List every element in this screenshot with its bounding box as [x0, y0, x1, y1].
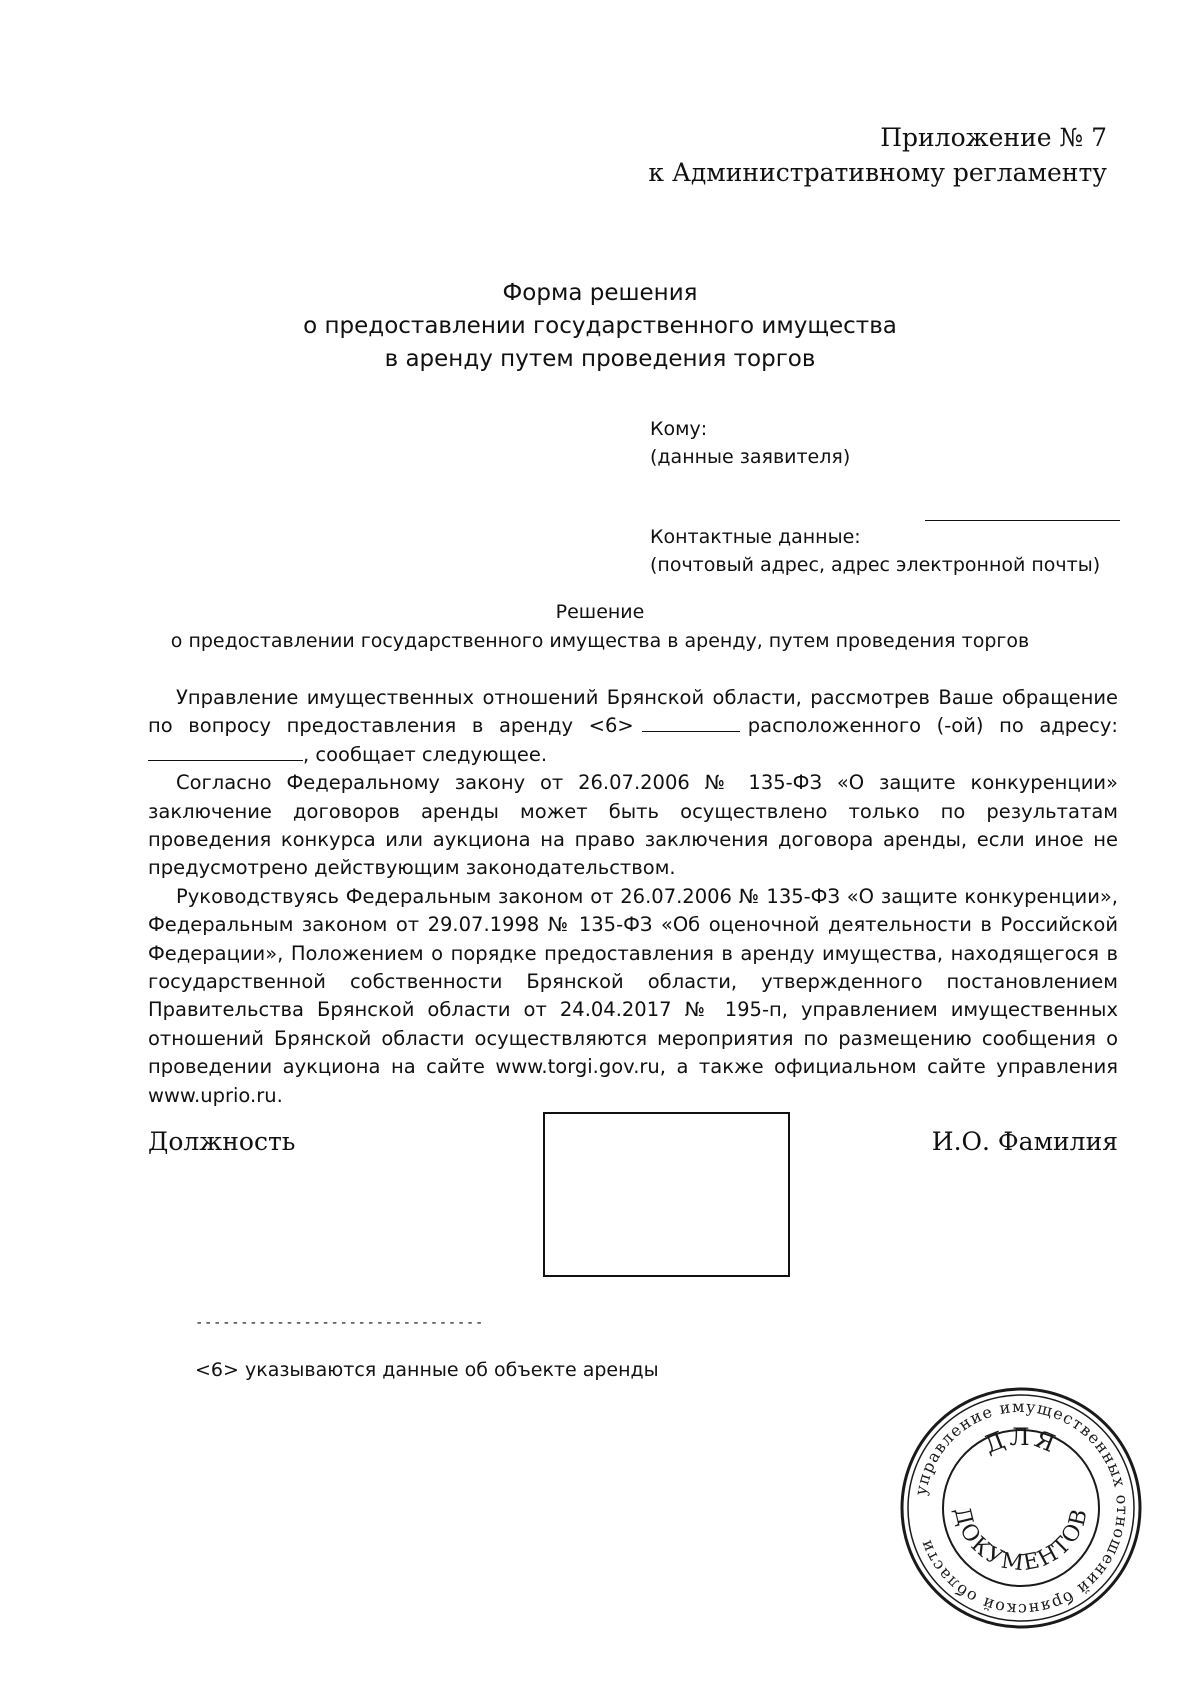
footnote-separator: -------------------------------- [195, 1315, 484, 1331]
appendix-header [648, 120, 1107, 190]
body-paragraph-1-middle: расположенного (-ой) по адресу: [747, 714, 1118, 738]
addressee-label: Кому: [650, 418, 708, 440]
signature-box [543, 1112, 790, 1277]
contacts-block [650, 523, 1100, 579]
form-title-line-2: о предоставлении государственного имущества [303, 313, 897, 339]
appendix-number: Приложение № 7 [880, 123, 1107, 152]
stamp-outer-text: управление имущественных отношений брянской области [910, 1396, 1133, 1620]
addressee-hint: (данные заявителя) [650, 446, 851, 468]
body-paragraph-1-end: , сообщает следующее. [303, 742, 548, 766]
form-title-line-3: в аренду путем проведения торгов [384, 346, 816, 372]
body-paragraph-3: Руководствуясь Федеральным законом от 26.07.2006 № 135-ФЗ «О защите конкуренции», Федеральным законом от 29.07.1998 № 135-ФЗ «Об оценочной деятельности в Российской Федерации», Положением о порядке предоставления в аренду имущества, находящегося в государственной собственности Брянской области, утвержденного постановлением Правительства Брянской области от 24.04.2017 № 195-п, управлением имущественных отношений Брянской области осуществляются мероприятия по размещению сообщения о проведении аукциона на сайте www.torgi.gov.ru, а также официальном сайте управления www.uprio.ru. [148, 884, 1118, 1107]
address-blank-line [148, 742, 303, 761]
body-paragraph-1-start: Управление имущественных отношений Брянской области, рассмотрев Ваше обращение по вопросу предоставления в аренду <6> [148, 686, 1118, 738]
contacts-hint: (почтовый адрес, адрес электронной почты) [650, 554, 1101, 576]
stamp-center-bottom: ДОКУМЕНТОВ [948, 1504, 1094, 1577]
body-paragraph-2: Согласно Федеральному закону от 26.07.2006 № 135-ФЗ «О защите конкуренции» заключение договоров аренды может быть осуществлено только по результатам проведения конкурса или аукциона на право заключения договора аренды, если иное не предусмотрено действующим законодательством. [148, 771, 1118, 880]
decision-subtitle: о предоставлении государственного имущества в аренду, путем проведения торгов [170, 630, 1030, 652]
appendix-reference: к Административному регламенту [648, 158, 1107, 187]
stamp-center-top: ДЛЯ [980, 1422, 1062, 1460]
form-title-line-1: Форма решения [502, 280, 698, 306]
body-paragraph-1 [148, 684, 1118, 769]
contacts-label: Контактные данные: [650, 526, 861, 548]
object-blank-line [642, 713, 740, 732]
position-label: Должность [148, 1127, 296, 1156]
decision-body [148, 684, 1118, 1110]
decision-title-block [0, 598, 1200, 656]
name-label: И.О. Фамилия [931, 1127, 1118, 1156]
addressee-blank-line [925, 520, 1120, 521]
form-title [0, 277, 1200, 376]
footnote-text: <6> указываются данные об объекте аренды [195, 1359, 659, 1381]
addressee-block [650, 415, 850, 471]
decision-title: Решение [555, 601, 645, 623]
document-stamp [898, 1385, 1144, 1631]
